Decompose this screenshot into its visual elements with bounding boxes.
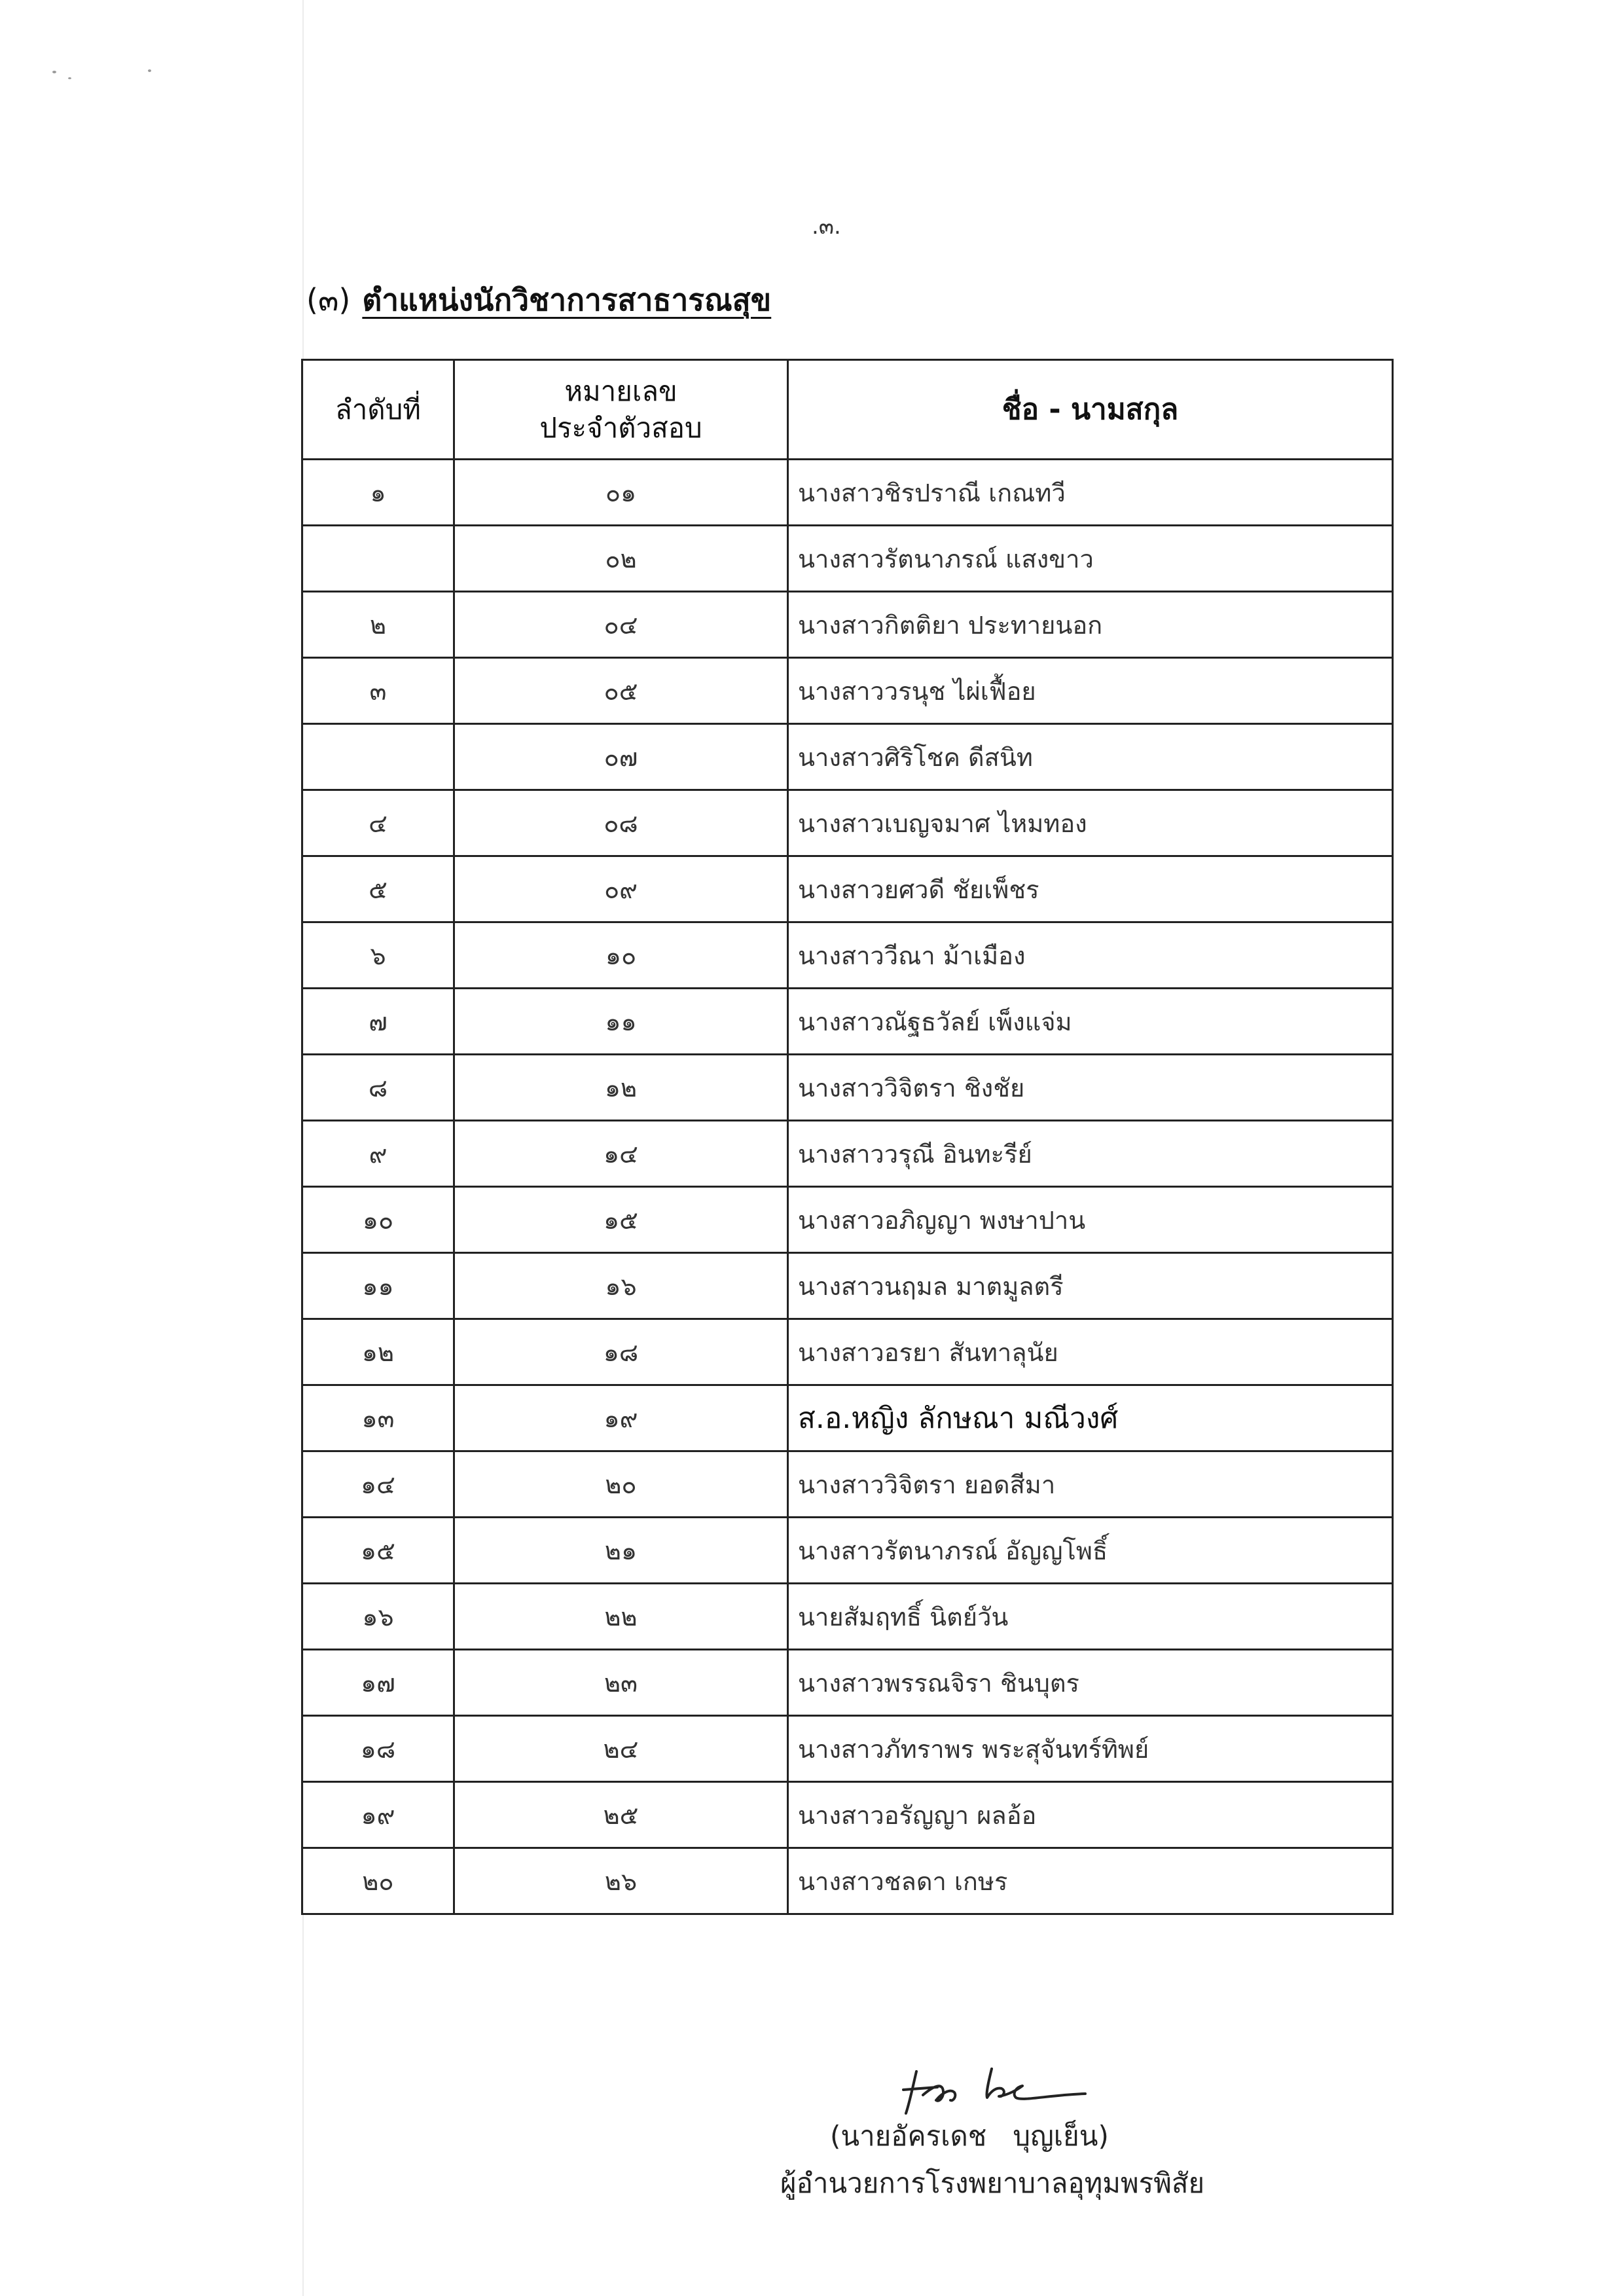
row-seq: ๑๓ — [302, 1385, 454, 1451]
table-row — [302, 658, 1393, 724]
row-name: นางสาวชลดา เกษร — [788, 1848, 1393, 1914]
signer-title: ผู้อำนวยการโรงพยาบาลอุทุมพรพิสัย — [780, 2167, 1205, 2199]
row-exam-id: ๐๘ — [454, 790, 788, 856]
row-name: นางสาวอรยา สันทาลุนัย — [788, 1319, 1393, 1385]
table-row — [302, 526, 1393, 592]
row-exam-id: ๑๘ — [454, 1319, 788, 1385]
row-name: นางสาวพรรณจิรา ชินบุตร — [788, 1650, 1393, 1716]
row-exam-id: ๒๓ — [454, 1650, 788, 1716]
row-seq: ๒ — [302, 592, 454, 658]
page-number: .๓. — [812, 213, 841, 240]
row-name: นางสาววิจิตรา ยอดสีมา — [788, 1451, 1393, 1518]
row-name: นางสาววิจิตรา ชิงชัย — [788, 1055, 1393, 1121]
table-row — [302, 922, 1393, 989]
row-exam-id: ๐๔ — [454, 592, 788, 658]
row-seq: ๒๐ — [302, 1848, 454, 1914]
row-exam-id: ๒๕ — [454, 1782, 788, 1848]
table-row — [302, 1451, 1393, 1518]
table-row — [302, 1518, 1393, 1584]
row-exam-id: ๑๖ — [454, 1253, 788, 1319]
row-exam-id: ๒๒ — [454, 1584, 788, 1650]
row-name: นายสัมฤทธิ์ นิตย์วัน — [788, 1584, 1393, 1650]
signer-name: (นายอัครเดช บุญเย็น) — [830, 2120, 1109, 2152]
row-seq — [302, 724, 454, 790]
row-exam-id: ๐๒ — [454, 526, 788, 592]
row-seq: ๑๔ — [302, 1451, 454, 1518]
table-row — [302, 1848, 1393, 1914]
row-seq: ๘ — [302, 1055, 454, 1121]
header-exam-id — [454, 360, 788, 460]
row-seq: ๗ — [302, 989, 454, 1055]
row-exam-id: ๐๕ — [454, 658, 788, 724]
row-seq: ๔ — [302, 790, 454, 856]
table-row — [302, 1584, 1393, 1650]
table-row — [302, 790, 1393, 856]
row-name: นางสาวรัตนาภรณ์ อัญญโพธิ์ — [788, 1518, 1393, 1584]
row-exam-id: ๑๑ — [454, 989, 788, 1055]
row-exam-id: ๐๙ — [454, 856, 788, 922]
row-seq: ๑๘ — [302, 1716, 454, 1782]
row-name: นางสาววีณา ม้าเมือง — [788, 922, 1393, 989]
row-seq: ๓ — [302, 658, 454, 724]
row-exam-id: ๑๒ — [454, 1055, 788, 1121]
row-seq: ๑๙ — [302, 1782, 454, 1848]
row-name: นางสาวอภิญญา พงษาปาน — [788, 1187, 1393, 1253]
section-title: ตำแหน่งนักวิชาการสาธารณสุข — [362, 282, 772, 318]
row-exam-id: ๑๕ — [454, 1187, 788, 1253]
row-exam-id: ๒๖ — [454, 1848, 788, 1914]
header-exam-id-line1: หมายเลข — [564, 374, 677, 407]
table-header-row — [302, 360, 1393, 460]
table-row — [302, 1121, 1393, 1187]
section-number: (๓) — [306, 282, 351, 318]
header-seq: ลำดับที่ — [302, 360, 454, 460]
row-seq: ๑๗ — [302, 1650, 454, 1716]
row-exam-id: ๑๐ — [454, 922, 788, 989]
table-row — [302, 1716, 1393, 1782]
table-row — [302, 1055, 1393, 1121]
table-row — [302, 856, 1393, 922]
row-name: นางสาวอรัญญา ผลอ้อ — [788, 1782, 1393, 1848]
row-name: นางสาวณัฐธวัลย์ เพ็งแจ่ม — [788, 989, 1393, 1055]
row-name: นางสาววรุณี อินทะรีย์ — [788, 1121, 1393, 1187]
row-seq: ๙ — [302, 1121, 454, 1187]
row-seq: ๑๕ — [302, 1518, 454, 1584]
row-name: นางสาวศิริโชค ดีสนิท — [788, 724, 1393, 790]
row-name: ส.อ.หญิง ลักษณา มณีวงศ์ — [788, 1385, 1393, 1451]
row-seq: ๑๐ — [302, 1187, 454, 1253]
row-exam-id: ๒๔ — [454, 1716, 788, 1782]
table-row — [302, 1385, 1393, 1451]
row-seq: ๕ — [302, 856, 454, 922]
table-row — [302, 1650, 1393, 1716]
row-exam-id: ๑๙ — [454, 1385, 788, 1451]
table-body — [302, 460, 1393, 1914]
table-row — [302, 989, 1393, 1055]
header-exam-id-line2: ประจำตัวสอบ — [539, 411, 702, 444]
row-exam-id: ๒๑ — [454, 1518, 788, 1584]
table-row — [302, 592, 1393, 658]
row-seq: ๑ — [302, 460, 454, 526]
row-name: นางสาวภัทราพร พระสุจันทร์ทิพย์ — [788, 1716, 1393, 1782]
table-row — [302, 1782, 1393, 1848]
row-name: นางสาวชิรปราณี เกณทวี — [788, 460, 1393, 526]
row-name: นางสาวยศวดี ชัยเพ็ชร — [788, 856, 1393, 922]
row-name: นางสาวกิตติยา ประทายนอก — [788, 592, 1393, 658]
row-name: นางสาววรนุช ไผ่เฟื้อย — [788, 658, 1393, 724]
table-row — [302, 1187, 1393, 1253]
row-name: นางสาวเบญจมาศ ไหมทอง — [788, 790, 1393, 856]
table-row — [302, 460, 1393, 526]
section-heading — [306, 276, 771, 324]
row-exam-id: ๒๐ — [454, 1451, 788, 1518]
row-exam-id: ๑๔ — [454, 1121, 788, 1187]
scan-speck — [68, 77, 71, 79]
table-row — [302, 724, 1393, 790]
row-seq: ๑๒ — [302, 1319, 454, 1385]
row-exam-id: ๐๑ — [454, 460, 788, 526]
row-name: นางสาวนฤมล มาตมูลตรี — [788, 1253, 1393, 1319]
header-name: ชื่อ - นามสกุล — [788, 360, 1393, 460]
table-row — [302, 1253, 1393, 1319]
signature-image — [877, 2049, 1100, 2121]
row-seq: ๑๖ — [302, 1584, 454, 1650]
candidate-table — [301, 359, 1394, 1915]
row-seq: ๖ — [302, 922, 454, 989]
table-row — [302, 1319, 1393, 1385]
row-seq: ๑๑ — [302, 1253, 454, 1319]
row-seq — [302, 526, 454, 592]
row-name: นางสาวรัตนาภรณ์ แสงขาว — [788, 526, 1393, 592]
scan-speck — [148, 69, 151, 72]
row-exam-id: ๐๗ — [454, 724, 788, 790]
scan-speck — [52, 71, 56, 73]
